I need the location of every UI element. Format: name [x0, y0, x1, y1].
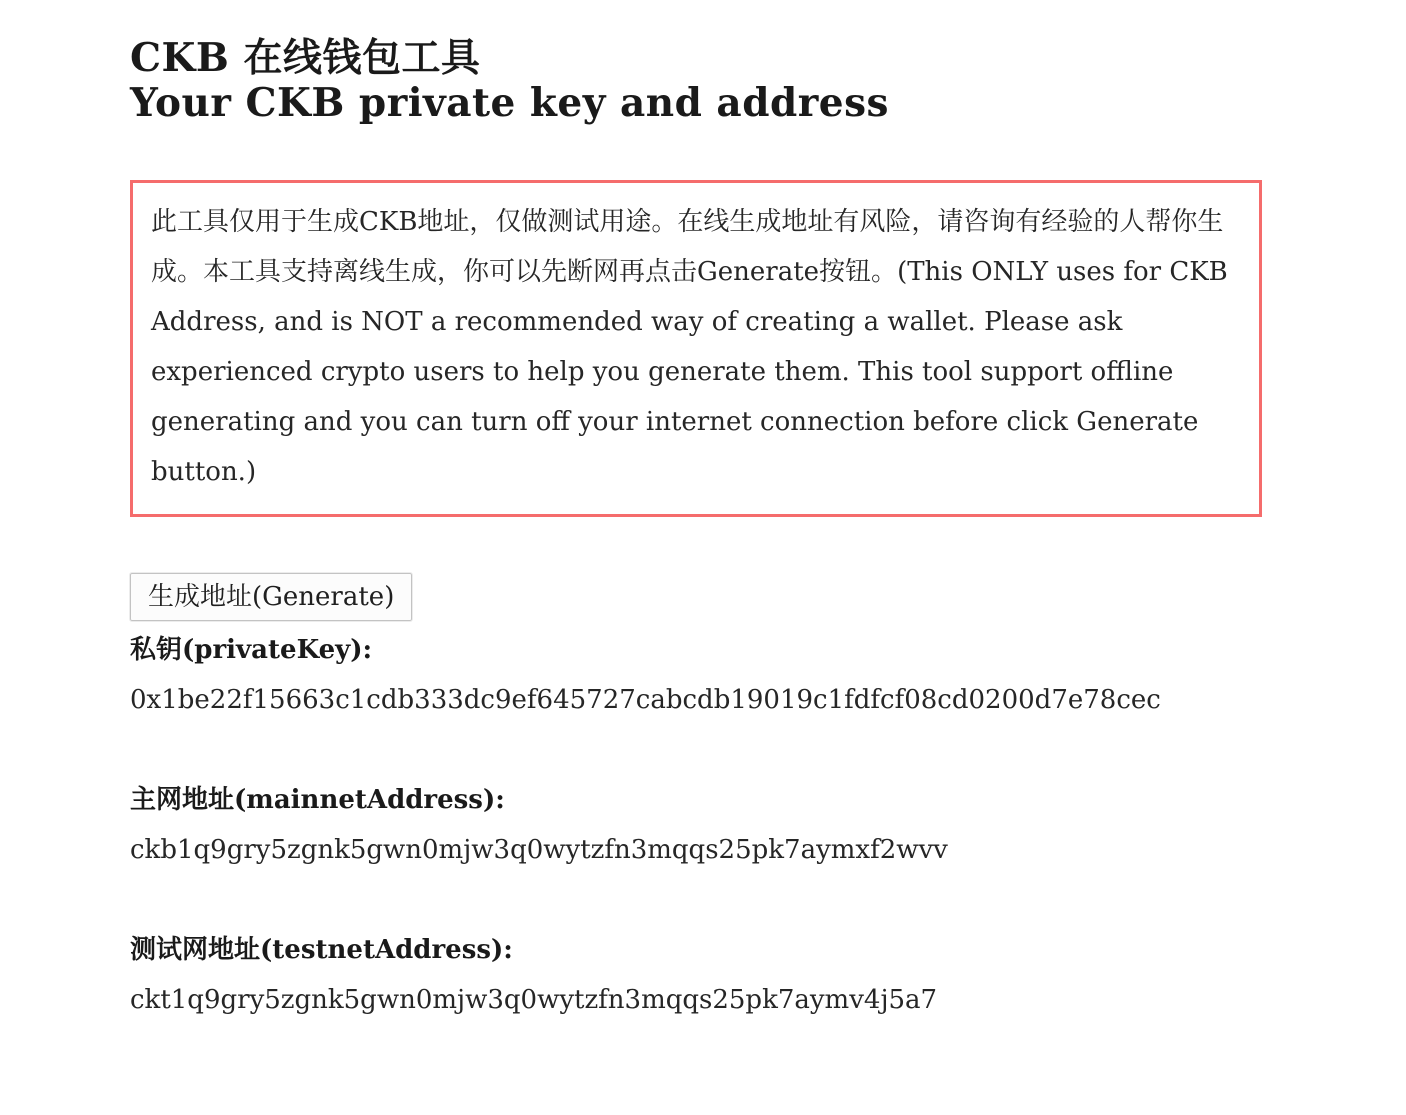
private-key-value: 0x1be22f15663c1cdb333dc9ef645727cabcdb19019c1fdfcf08cd0200d7e78cec: [130, 685, 1161, 715]
testnet-address-section: [130, 925, 1262, 1025]
warning-box: [130, 180, 1262, 517]
page-title-zh: CKB 在线钱包工具: [130, 35, 481, 81]
page-title-en: Your CKB private key and address: [130, 80, 890, 126]
mainnet-address-section: [130, 775, 1262, 875]
page-title: [130, 36, 1262, 126]
warning-text-zh: 此工具仅用于生成CKB地址，仅做测试用途。在线生成地址有风险，请咨询有经验的人帮你生成。本工具支持离线生成，你可以先断网再点击Generate按钮。: [151, 207, 1224, 287]
mainnet-address-value: ckb1q9gry5zgnk5gwn0mjw3q0wytzfn3mqqs25pk7aymxf2wvv: [130, 835, 948, 865]
private-key-label: 私钥(privateKey):: [130, 635, 373, 665]
generate-button[interactable]: 生成地址(Generate): [130, 573, 412, 621]
testnet-address-value: ckt1q9gry5zgnk5gwn0mjw3q0wytzfn3mqqs25pk7aymv4j5a7: [130, 985, 938, 1015]
generate-button-row: [130, 517, 1262, 625]
warning-text: [151, 197, 1241, 497]
mainnet-address-label: 主网地址(mainnetAddress):: [130, 785, 505, 815]
warning-text-en: (This ONLY uses for CKB Address, and is NOT a recommended way of creating a wallet. Please ask experienced crypto users to help you generate them. This tool support offline generating and you can turn off your internet connection before click Generate button.): [151, 257, 1228, 487]
testnet-address-label: 测试网地址(testnetAddress):: [130, 935, 513, 965]
private-key-section: [130, 625, 1262, 725]
